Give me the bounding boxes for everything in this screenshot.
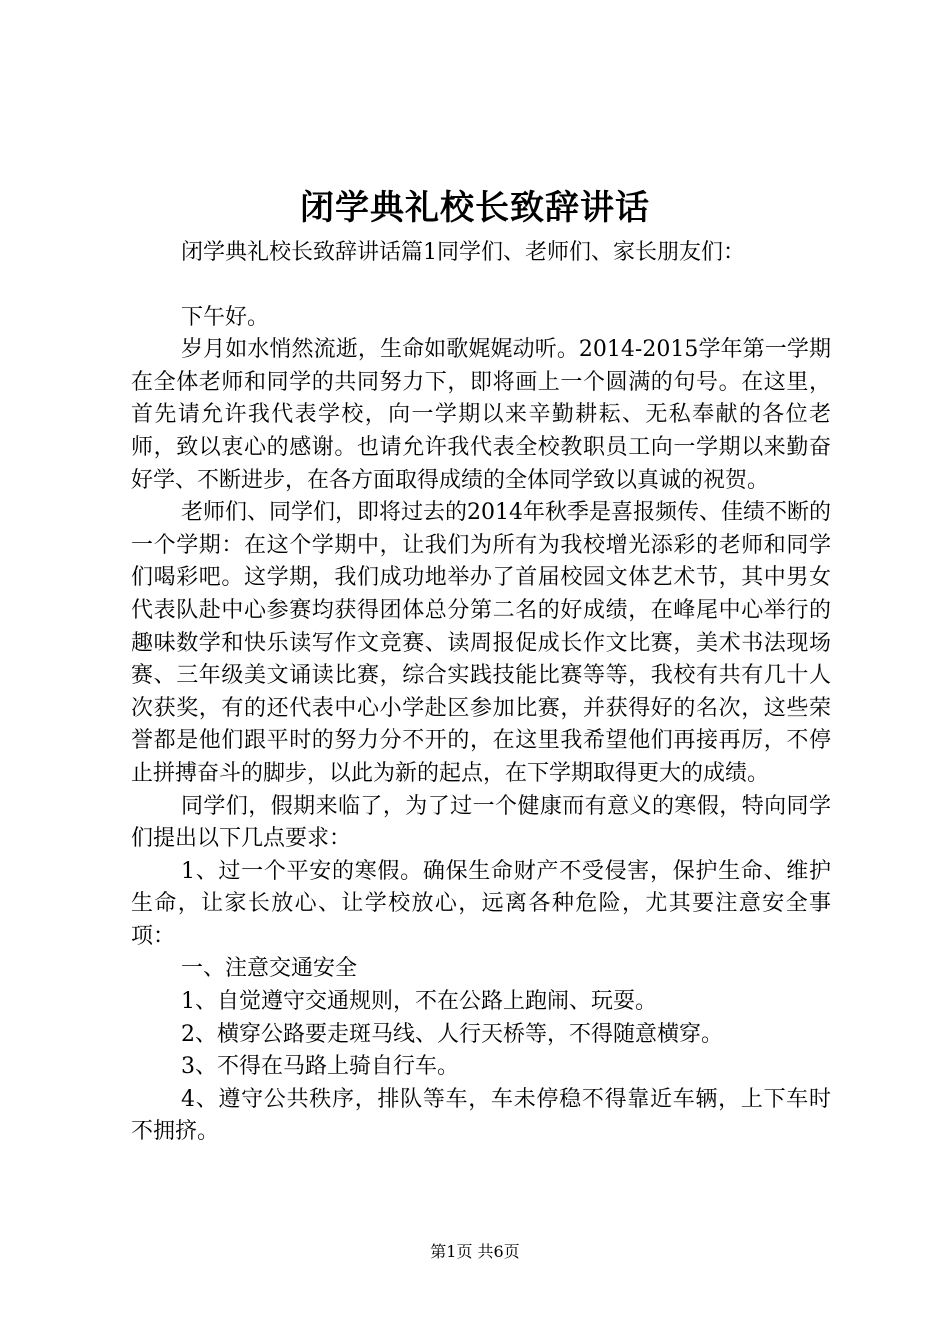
- document-title: 闭学典礼校长致辞讲话: [300, 188, 650, 228]
- document-body: [131, 237, 831, 1149]
- paragraph-5: 同学们，假期来临了，为了过一个健康而有意义的寒假，特向同学们提出以下几点要求：: [131, 793, 831, 852]
- paragraph-6: 1、过一个平安的寒假。确保生命财产不受侵害，保护生命、维护生命，让家长放心、让学校放心，远离各种危险，尤其要注意安全事项：: [131, 858, 831, 949]
- page-footer: 第1页 共6页: [430, 1242, 520, 1261]
- list-item-3: 3、不得在马路上骑自行车。: [181, 1054, 459, 1080]
- list-item-2: 2、横穿公路要走斑马线、人行天桥等，不得随意横穿。: [181, 1021, 723, 1047]
- list-item-4: 4、遵守公共秩序，排队等车，车未停稳不得靠近车辆，上下车时不拥挤。: [131, 1086, 831, 1145]
- paragraph-1: 闭学典礼校长致辞讲话篇1同学们、老师们、家长朋友们：: [181, 240, 745, 265]
- paragraph-3: 岁月如水悄然流逝，生命如歌娓娓动听。2014-2015学年第一学期在全体老师和同学的共同努力下，即将画上一个圆满的句号。在这里，首先请允许我代表学校，向一学期以来辛勤耕耘、无私奉献的各位老师，致以衷心的感谢。也请允许我代表全校教职员工向一学期以来勤奋好学、不断进步，在各方面取得成绩的全体同学致以真诚的祝贺。: [131, 337, 831, 493]
- paragraph-4: 老师们、同学们，即将过去的2014年秋季是喜报频传、佳绩不断的一个学期：在这个学期中，让我们为所有为我校增光添彩的老师和同学们喝彩吧。这学期，我们成功地举办了首届校园文体艺术节，其中男女代表队赴中心参赛均获得团体总分第二名的好成绩，在峰尾中心举行的趣味数学和快乐读写作文竞赛、读周报促成长作文比赛，美术书法现场赛、三年级美文诵读比赛，综合实践技能比赛等等，我校有共有几十人次获奖，有的还代表中心小学赴区参加比赛，并获得好的名次，这些荣誉都是他们跟平时的努力分不开的，在这里我希望他们再接再厉，不停止拼搏奋斗的脚步，以此为新的起点，在下学期取得更大的成绩。: [131, 500, 831, 786]
- section-heading-traffic: 一、注意交通安全: [181, 956, 358, 982]
- paragraph-2: 下午好。: [181, 304, 270, 330]
- list-item-1: 1、自觉遵守交通规则，不在公路上跑闹、玩耍。: [181, 989, 657, 1015]
